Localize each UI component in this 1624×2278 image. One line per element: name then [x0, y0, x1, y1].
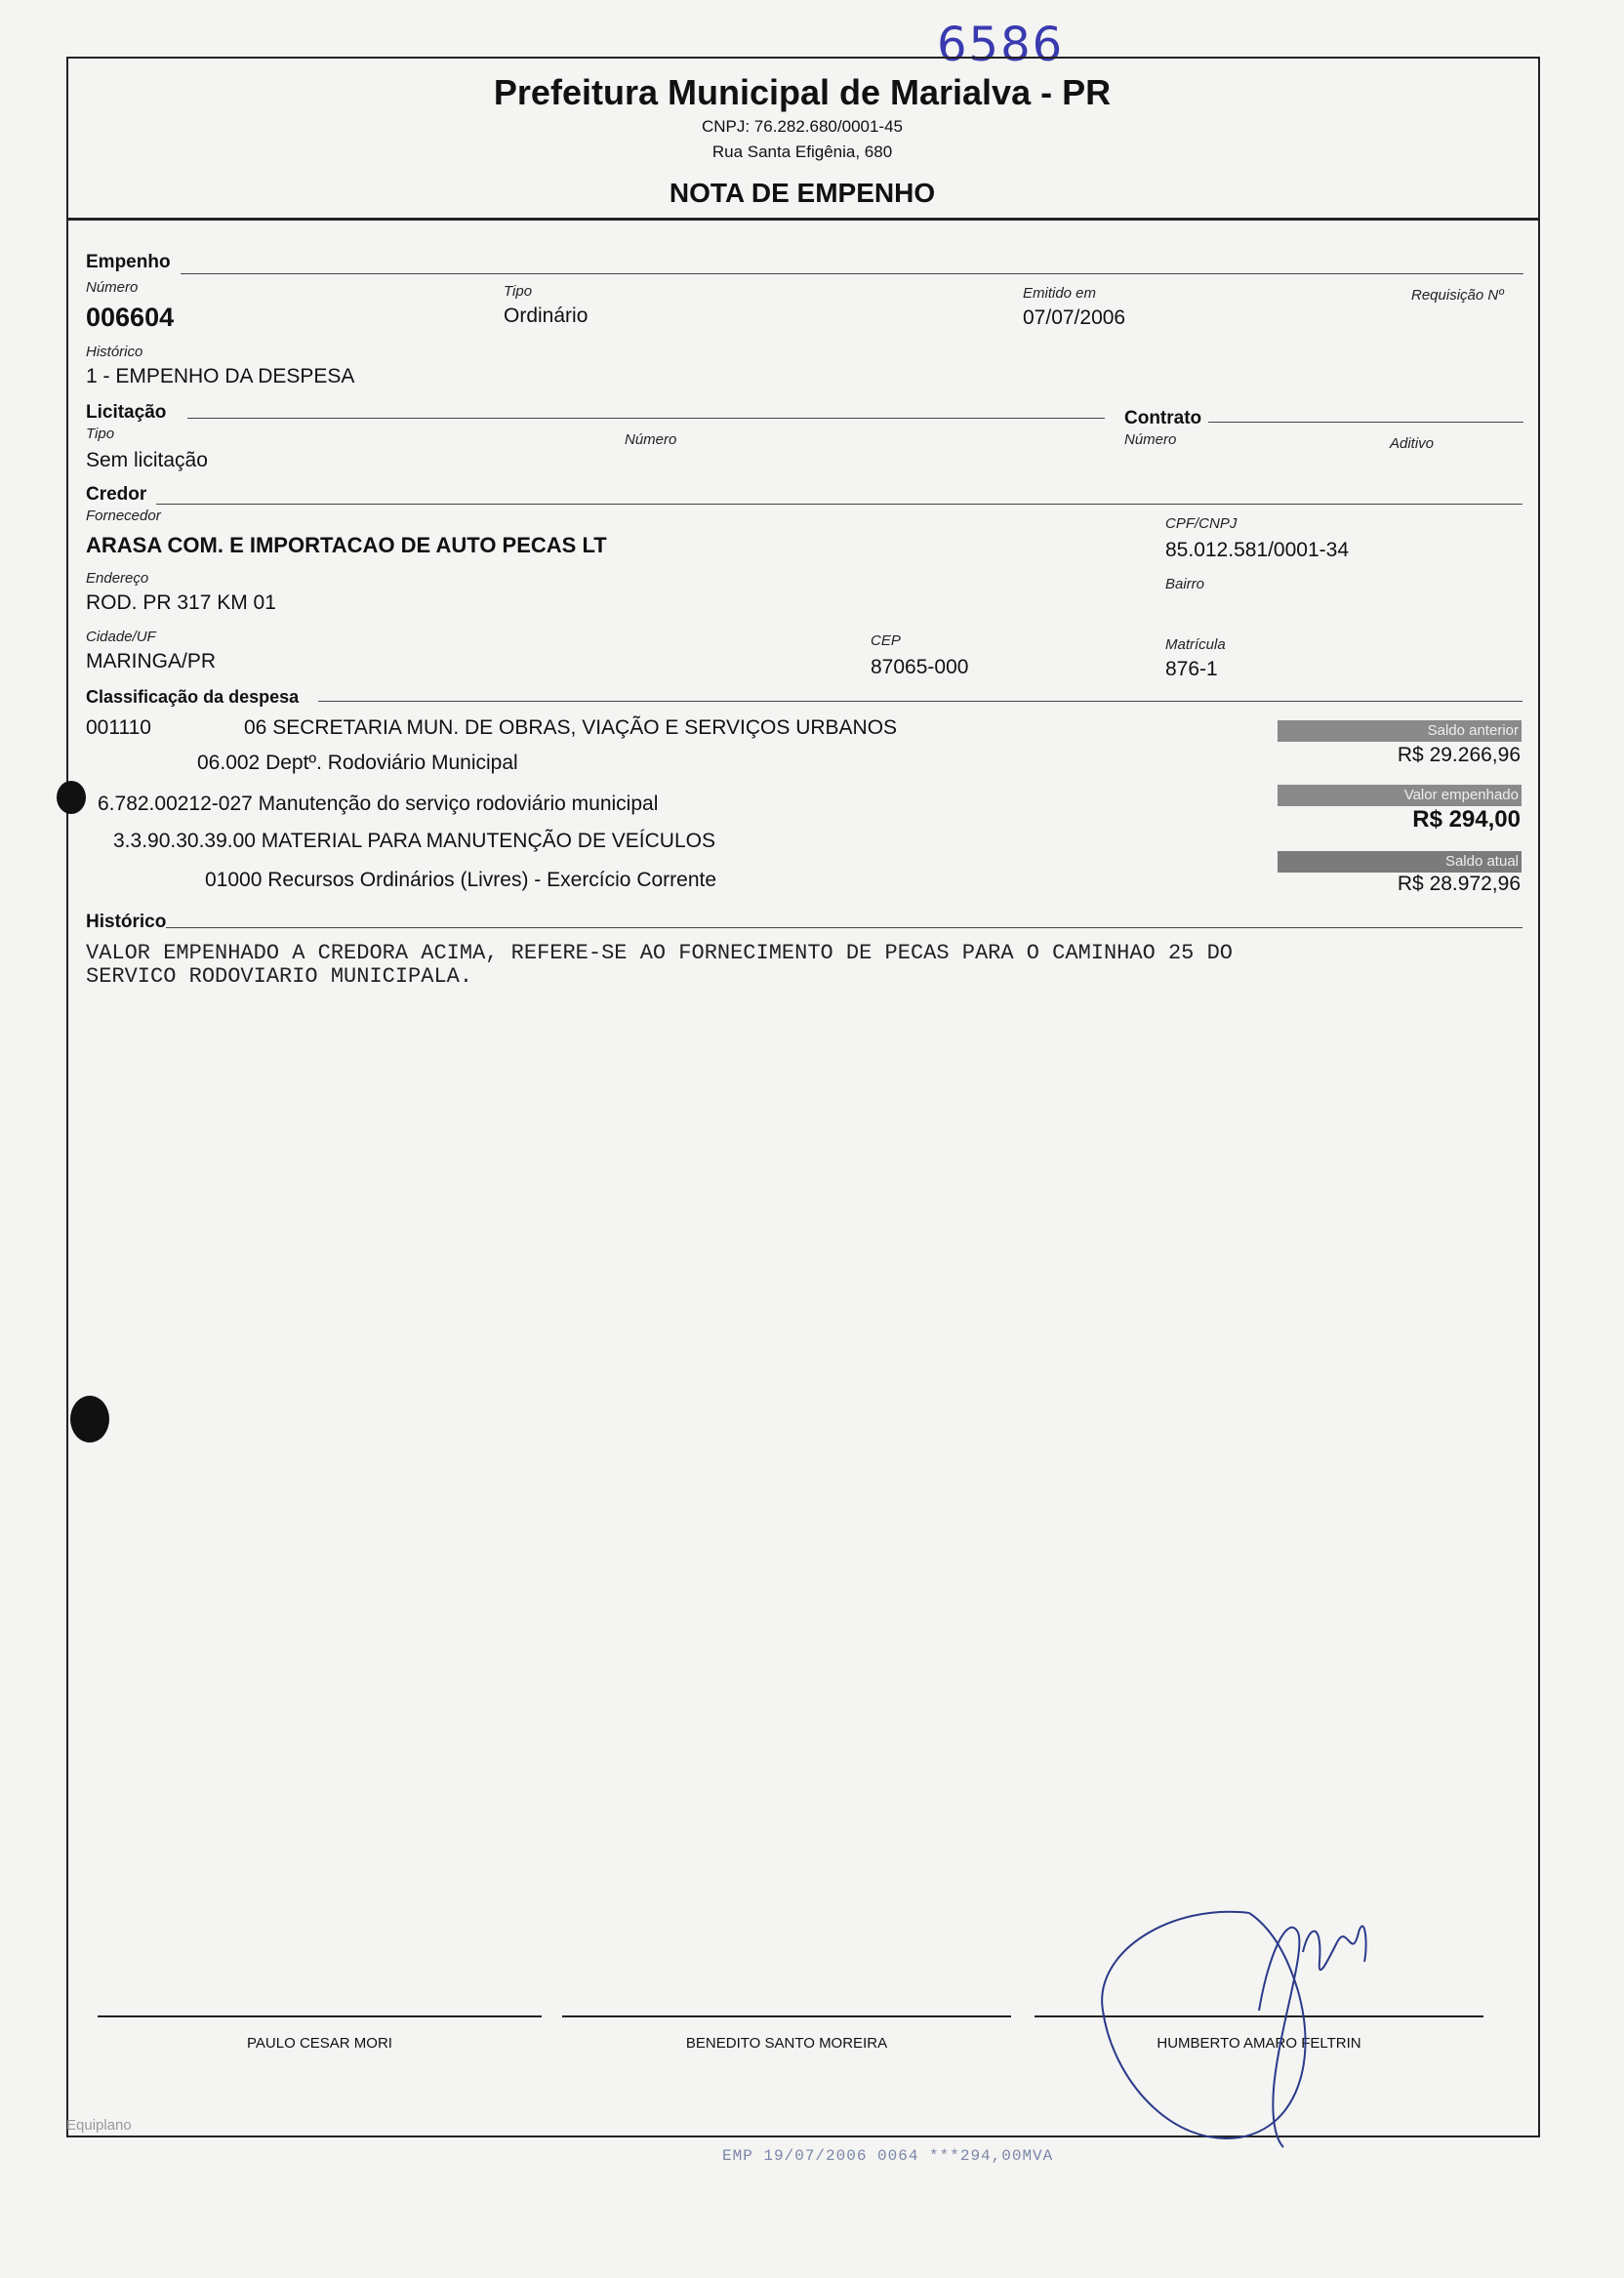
classificacao-orgao: 06 SECRETARIA MUN. DE OBRAS, VIAÇÃO E SERVIÇOS URBANOS [244, 716, 898, 739]
section-classificacao: Classificação da despesa [86, 687, 300, 707]
label-cep: CEP [871, 632, 901, 649]
credor-cep: 87065-000 [871, 656, 969, 678]
header-divider [66, 218, 1538, 221]
label-emitido: Emitido em [1023, 285, 1097, 302]
label-matricula: Matrícula [1165, 636, 1226, 653]
empenho-tipo: Ordinário [504, 305, 589, 327]
handwritten-page-number: 6586 [937, 18, 1065, 72]
label-licitacao-numero: Número [625, 431, 677, 448]
classificacao-funcional: 6.782.00212-027 Manutenção do serviço rodoviário municipal [98, 793, 659, 815]
handwritten-signature [1054, 1893, 1464, 2157]
licitacao-tipo: Sem licitação [86, 449, 208, 471]
classificacao-elemento: 3.3.90.30.39.00 MATERIAL PARA MANUTENÇÃO DE VEÍCULOS [113, 830, 715, 852]
section-rule [166, 927, 1522, 928]
saldo-atual-label: Saldo atual [1278, 851, 1522, 873]
section-rule [187, 418, 1105, 419]
valor-empenhado-label: Valor empenhado [1278, 785, 1522, 806]
label-fornecedor: Fornecedor [86, 508, 161, 524]
empenho-date: 07/07/2006 [1023, 306, 1126, 329]
section-empenho: Empenho [86, 252, 171, 272]
credor-cidade: MARINGA/PR [86, 650, 217, 672]
signatory-name: HUMBERTO AMARO FELTRIN [1157, 2035, 1361, 2052]
signature-line [562, 2015, 1011, 2017]
saldo-anterior-label: Saldo anterior [1278, 720, 1522, 742]
label-historico-empenho: Histórico [86, 344, 143, 360]
section-rule [1208, 422, 1523, 423]
header-cnpj: CNPJ: 76.282.680/0001-45 [701, 117, 904, 136]
signature-line [98, 2015, 542, 2017]
section-rule [156, 504, 1522, 505]
section-contrato: Contrato [1124, 408, 1202, 428]
empenho-number: 006604 [86, 303, 175, 332]
section-historico: Histórico [86, 912, 167, 932]
page-title: Prefeitura Municipal de Marialva - PR [493, 72, 1112, 112]
signatory-name: BENEDITO SANTO MOREIRA [685, 2035, 888, 2052]
section-credor: Credor [86, 484, 147, 505]
classificacao-code: 001110 [86, 716, 151, 739]
label-bairro: Bairro [1165, 576, 1205, 592]
historico-line-2: SERVICO RODOVIARIO MUNICIPALA. [86, 964, 473, 989]
label-cidade: Cidade/UF [86, 629, 156, 645]
saldo-atual-value: R$ 28.972,96 [1397, 873, 1521, 895]
saldo-anterior-value: R$ 29.266,96 [1397, 744, 1521, 766]
credor-cnpj: 85.012.581/0001-34 [1165, 539, 1350, 561]
document-title: NOTA DE EMPENHO [669, 178, 936, 208]
valor-empenhado-value: R$ 294,00 [1412, 806, 1521, 833]
footer-brand: Equiplano [66, 2117, 132, 2134]
label-licitacao-tipo: Tipo [86, 426, 115, 442]
label-contrato-numero: Número [1124, 431, 1177, 448]
ink-blot [57, 781, 86, 814]
section-licitacao: Licitação [86, 402, 167, 423]
label-numero: Número [86, 279, 139, 296]
ink-blot [70, 1396, 109, 1443]
credor-matricula: 876-1 [1165, 658, 1218, 680]
section-rule [318, 701, 1522, 702]
historico-line-1: VALOR EMPENHADO A CREDORA ACIMA, REFERE-SE AO FORNECIMENTO DE PECAS PARA O CAMINHAO 25 DO [86, 941, 1233, 965]
label-cpf-cnpj: CPF/CNPJ [1165, 515, 1238, 532]
section-rule [181, 273, 1523, 274]
label-aditivo: Aditivo [1390, 435, 1435, 452]
credor-endereco: ROD. PR 317 KM 01 [86, 591, 276, 614]
label-endereco: Endereço [86, 570, 149, 587]
printer-stamp: EMP 19/07/2006 0064 ***294,00MVA [722, 2147, 1054, 2165]
signatory-name: PAULO CESAR MORI [247, 2035, 392, 2052]
classificacao-recurso: 01000 Recursos Ordinários (Livres) - Exercício Corrente [205, 869, 717, 891]
classificacao-unidade: 06.002 Deptº. Rodoviário Municipal [197, 752, 518, 774]
empenho-historico: 1 - EMPENHO DA DESPESA [86, 365, 355, 387]
credor-fornecedor: ARASA COM. E IMPORTACAO DE AUTO PECAS LT [86, 533, 607, 557]
label-tipo: Tipo [504, 283, 533, 300]
header-address: Rua Santa Efigênia, 680 [711, 142, 893, 161]
label-requisicao: Requisição Nº [1411, 287, 1504, 304]
